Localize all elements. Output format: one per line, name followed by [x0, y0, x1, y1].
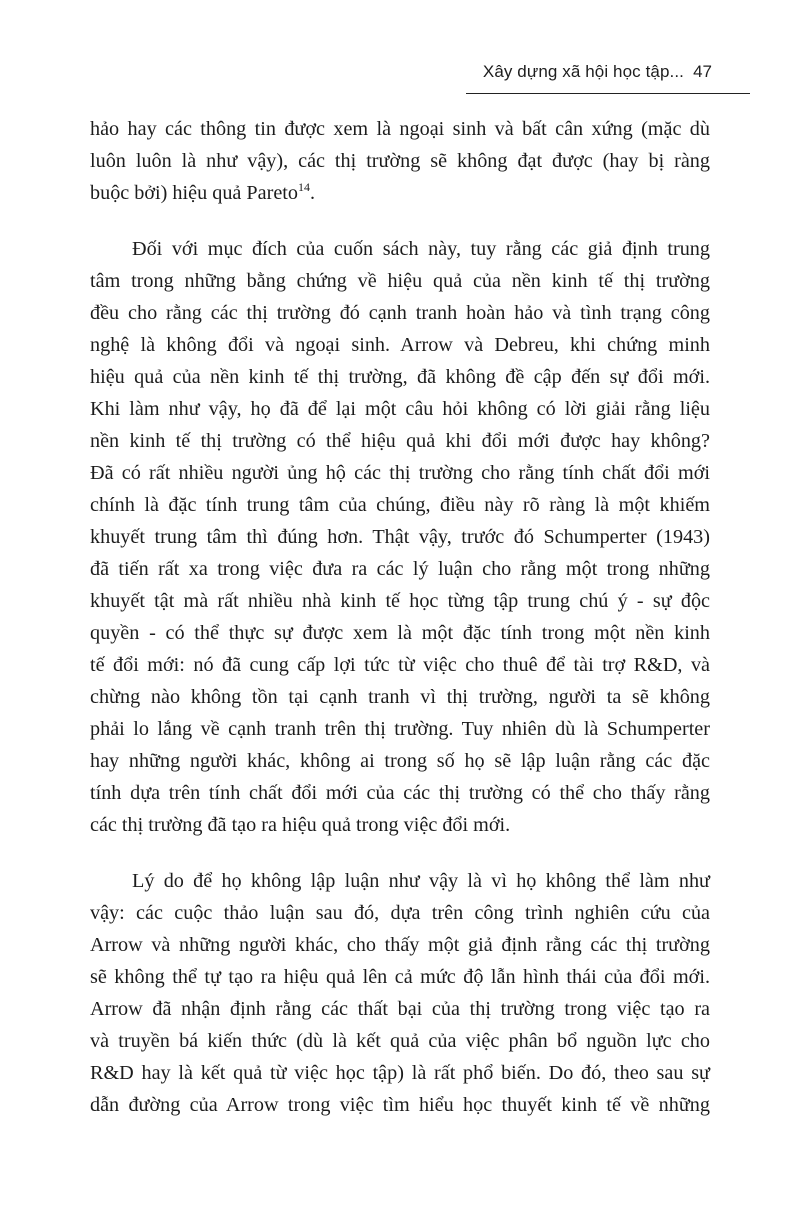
text-line: vậy: các cuộc thảo luận sau đó, dựa trên công trình nghiên cứu của [90, 902, 710, 924]
text-line: tâm trong những bằng chứng về hiệu quả của nền kinh tế thị trường [90, 270, 710, 292]
text-line: và truyền bá kiến thức (dù là kết quả của việc phân bổ nguồn lực cho [90, 1030, 710, 1052]
text-line: phải lo lắng về cạnh tranh trên thị trường. Tuy nhiên dù là Schumperter [90, 718, 710, 740]
text-line: Đã có rất nhiều người ủng hộ các thị trường cho rằng tính chất đổi mới [90, 462, 710, 484]
text-line: hay những người khác, không ai trong số họ sẽ lập luận rằng các đặc [90, 750, 710, 772]
text-line [90, 177, 710, 209]
text-line: sẽ không thể tự tạo ra hiệu quả lên cả mức độ lẫn hình thái của đổi mới. [90, 966, 710, 988]
page-number: 47 [693, 62, 712, 81]
text-line: chính là đặc tính trung tâm của chúng, điều này rõ ràng là một khiếm [90, 494, 710, 516]
footnote-ref: 14 [298, 180, 311, 194]
text-line: các thị trường đã tạo ra hiệu quả trong việc đổi mới. [90, 814, 511, 836]
text-line: dẫn đường của Arrow trong việc tìm hiểu học thuyết kinh tế về những [90, 1094, 710, 1116]
text-line: nghệ là không đổi và ngoại sinh. Arrow và Debreu, khi chứng minh [90, 334, 710, 356]
text-line: Arrow đã nhận định rằng các thất bại của thị trường trong việc tạo ra [90, 998, 710, 1020]
text-line: nền kinh tế thị trường có thể hiệu quả khi đổi mới được hay không? [90, 430, 710, 452]
sentence-end: . [310, 182, 316, 204]
text-line: hảo hay các thông tin được xem là ngoại sinh và bất cân xứng (mặc dù [90, 118, 710, 140]
text-line: chừng nào không tồn tại cạnh tranh vì thị trường, người ta sẽ không [90, 686, 710, 708]
header-rule [466, 93, 750, 94]
text-line: Arrow và những người khác, cho thấy một giả định rằng các thị trường [90, 934, 710, 956]
running-head [466, 60, 750, 96]
text-line: đã tiến rất xa trong việc đưa ra các lý luận cho rằng một trong những [90, 558, 710, 580]
text-line: đều cho rằng các thị trường đó cạnh tranh hoàn hảo và tình trạng công [90, 302, 710, 324]
text-line: tế đổi mới: nó đã cung cấp lợi tức từ việc cho thuê để tài trợ R&D, và [90, 654, 710, 676]
text-line: Khi làm như vậy, họ đã để lại một câu hỏi không có lời giải rằng liệu [90, 398, 710, 420]
text-line-content: buộc bởi) hiệu quả Pareto [90, 182, 299, 204]
text-line: Lý do để họ không lập luận như vậy là vì họ không thể làm như [132, 870, 710, 892]
paragraph-2 [90, 233, 710, 841]
body-text [90, 113, 710, 1121]
text-line: Đối với mục đích của cuốn sách này, tuy rằng các giả định trung [132, 238, 710, 260]
text-line: hiệu quả của nền kinh tế thị trường, đã không đề cập đến sự đổi mới. [90, 366, 710, 388]
paragraph-1 [90, 113, 710, 209]
text-line: R&D hay là kết quả từ việc học tập) là rất phổ biến. Do đó, theo sau sự [90, 1062, 710, 1084]
text-line: khuyết trung tâm thì đúng hơn. Thật vậy, trước đó Schumperter (1943) [90, 526, 710, 548]
text-line: khuyết tật mà rất nhiều nhà kinh tế học từng tập trung chú ý - sự độc [90, 590, 710, 612]
text-line: tính dựa trên tính chất đổi mới của các thị trường có thể cho thấy rằng [90, 782, 710, 804]
text-line: quyền - có thể thực sự được xem là một đặc tính trong một nền kinh [90, 622, 710, 644]
text-line: luôn luôn là như vậy), các thị trường sẽ không đạt được (hay bị ràng [90, 150, 710, 172]
running-title: Xây dựng xã hội học tập... [482, 62, 684, 81]
paragraph-3 [90, 865, 710, 1121]
